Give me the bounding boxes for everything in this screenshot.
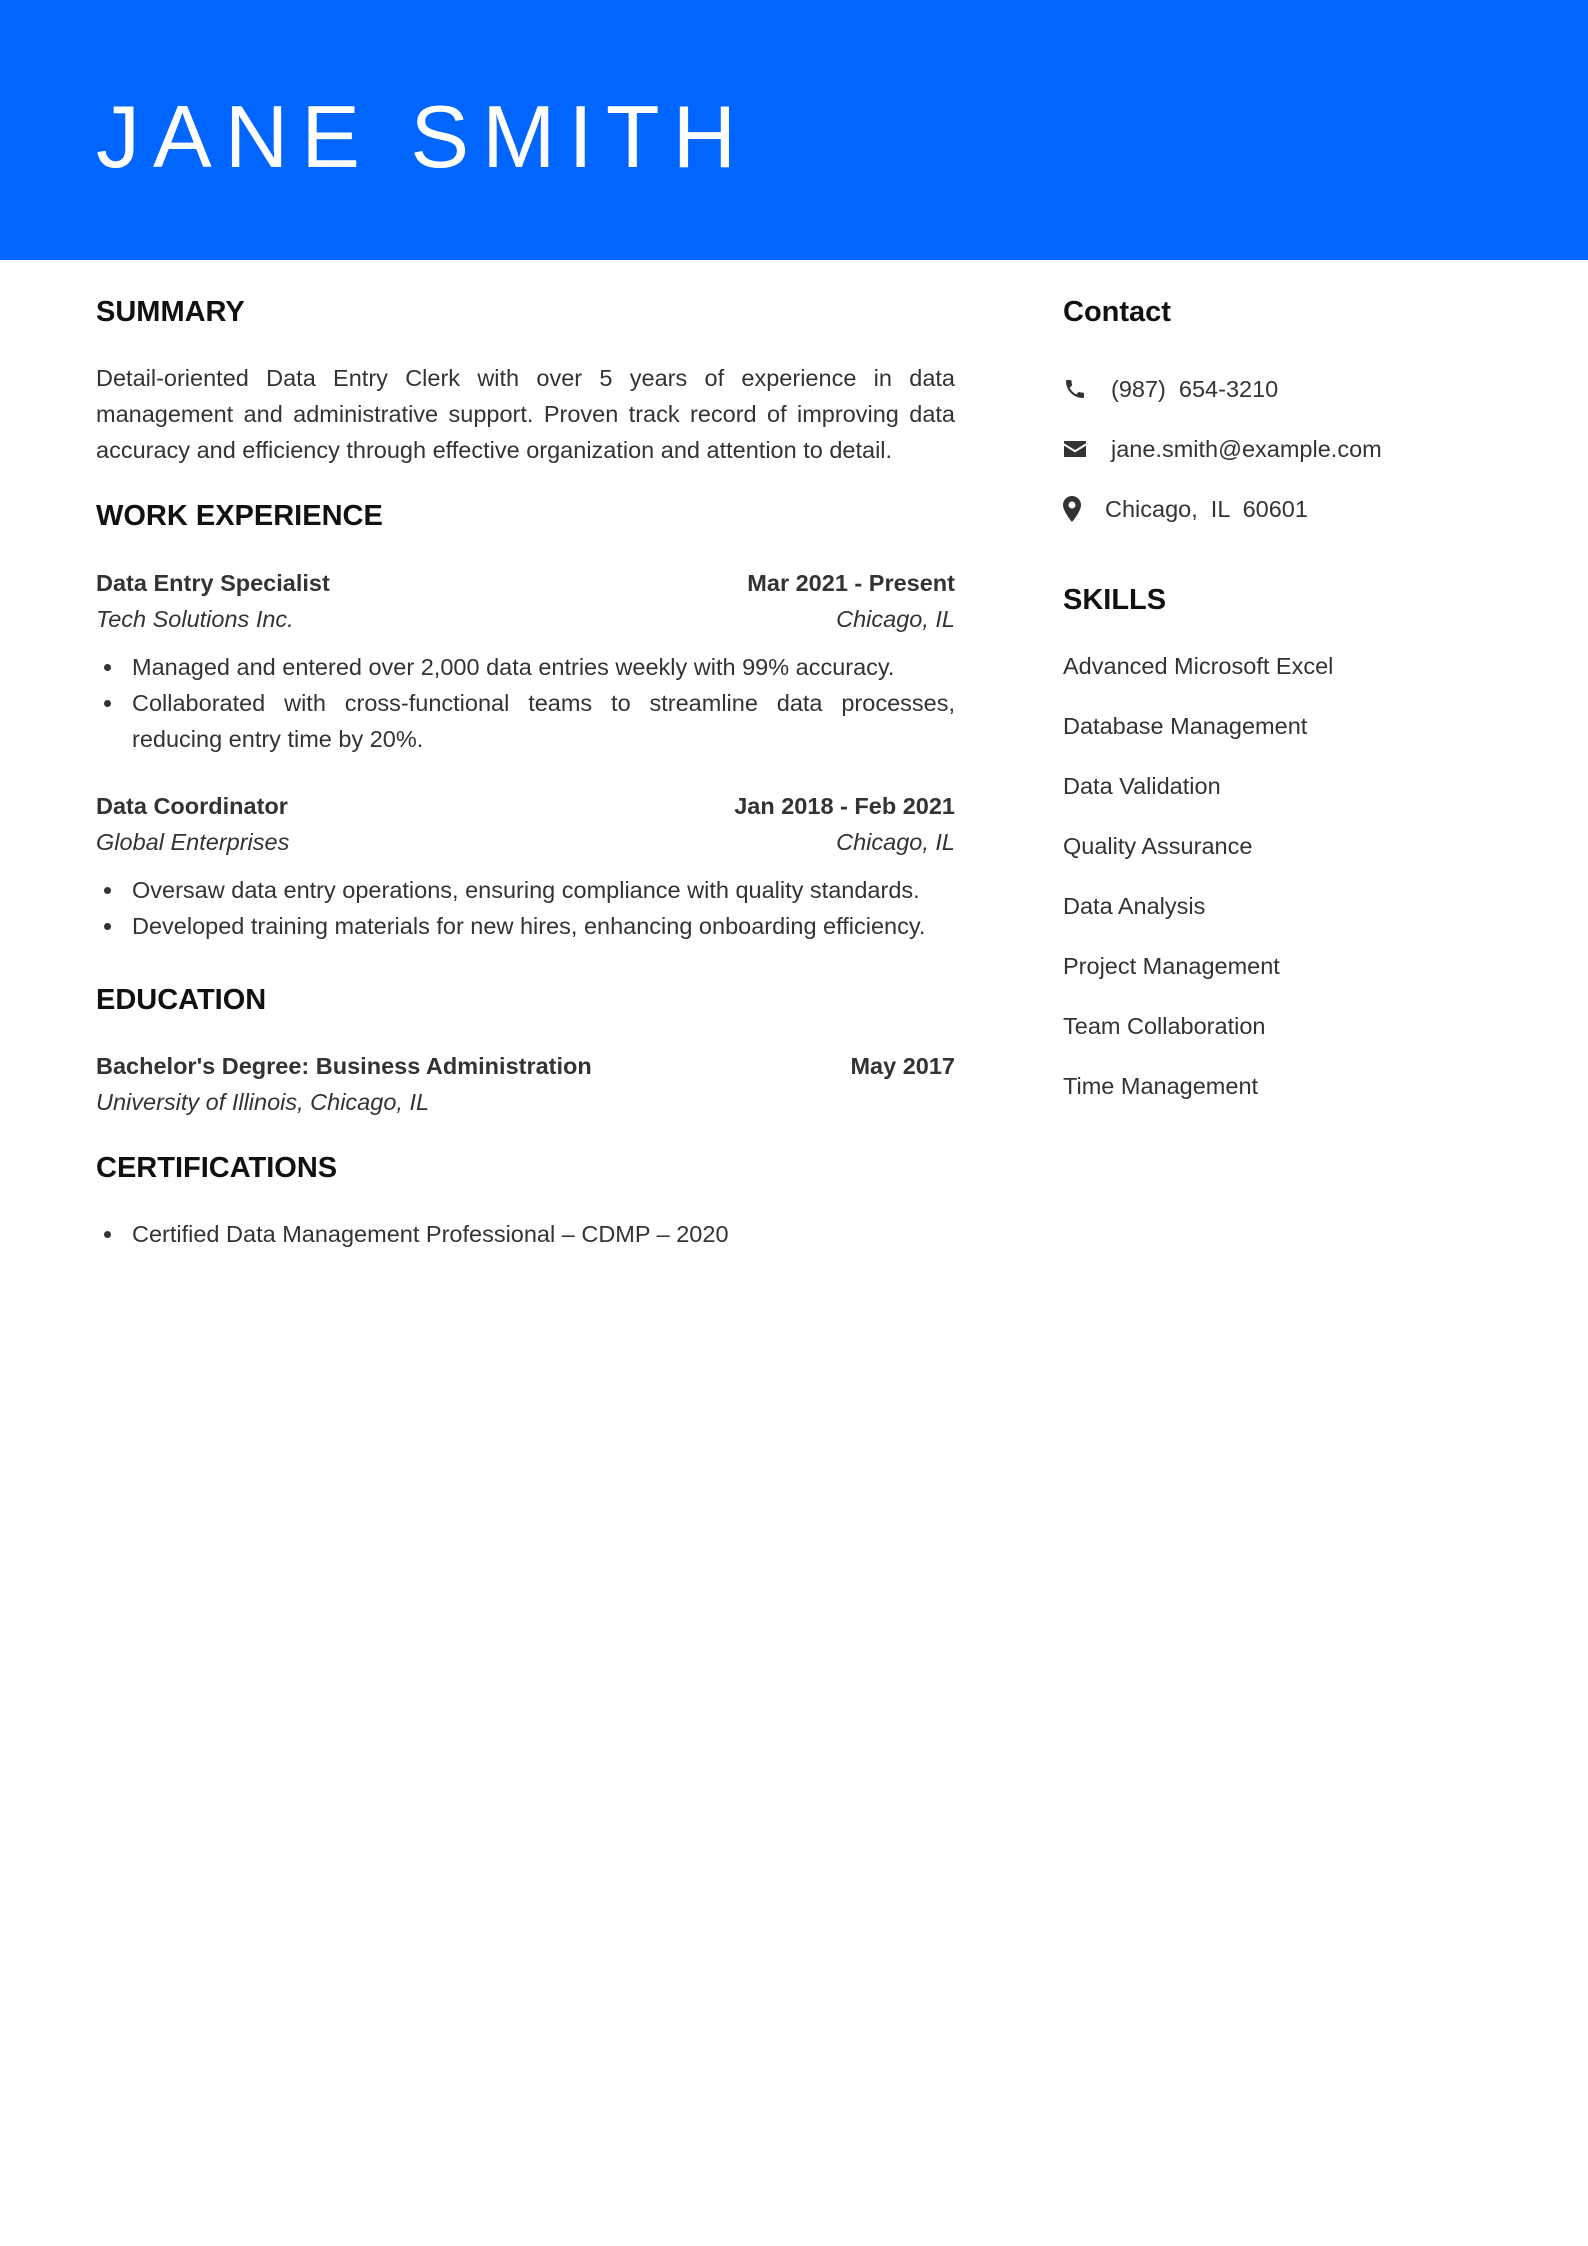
skill-item: Quality Assurance [1063,833,1253,859]
experience-section [96,498,955,944]
contact-section [1063,294,1503,527]
degree-date: May 2017 [850,1053,955,1079]
skills-list [1063,648,1503,1104]
envelope-icon [1063,436,1089,462]
skill-item: Data Validation [1063,773,1221,799]
school: University of Illinois, Chicago, IL [96,1089,430,1115]
summary-section [96,294,955,468]
skill-item: Database Management [1063,713,1308,739]
job-entry [96,565,955,757]
header-banner [0,0,1588,260]
contact-title: Contact [1063,296,1171,328]
job-bullets [96,649,955,757]
skill-item: Advanced Microsoft Excel [1063,653,1334,679]
job-company: Global Enterprises [96,829,290,855]
certification-list [96,1216,955,1252]
job-bullet: Collaborated with cross-functional teams to streamline data processes, reducing entry time by 20%. [96,685,955,757]
main-column [96,294,955,1252]
job-entry [96,788,955,944]
skills-title: SKILLS [1063,584,1167,616]
location-text: Chicago, IL 60601 [1105,495,1308,522]
certifications-title: CERTIFICATIONS [96,1152,338,1184]
job-location: Chicago, IL [836,829,955,855]
skills-section [1063,582,1503,1104]
contact-email [1063,431,1503,467]
job-bullet: Managed and entered over 2,000 data entries weekly with 99% accuracy. [96,649,955,685]
skill-item: Time Management [1063,1073,1259,1099]
certification-item: Certified Data Management Professional – CDMP – 2020 [96,1216,955,1252]
certifications-section [96,1150,955,1252]
skill-item: Team Collaboration [1063,1013,1266,1039]
degree: Bachelor's Degree: Business Administration [96,1053,592,1079]
skill-item: Project Management [1063,953,1280,979]
summary-text: Detail-oriented Data Entry Clerk with over 5 years of experience in data management and administrative support. Proven track record of improving data accuracy and efficiency through effective organization and attention to detail. [96,365,955,463]
skill-item: Data Analysis [1063,893,1206,919]
job-company: Tech Solutions Inc. [96,606,294,632]
job-bullet: Developed training materials for new hires, enhancing onboarding efficiency. [96,908,955,944]
map-pin-icon [1063,496,1083,522]
contact-phone [1063,371,1503,407]
side-column [1063,294,1503,1104]
email-text: jane.smith@example.com [1111,435,1382,462]
education-title: EDUCATION [96,984,267,1016]
phone-icon [1063,376,1089,402]
job-role: Data Entry Specialist [96,570,330,596]
education-section [96,982,955,1120]
experience-title: WORK EXPERIENCE [96,500,383,532]
job-dates: Mar 2021 - Present [747,570,955,596]
job-bullets [96,872,955,944]
candidate-name: JANE SMITH [96,87,750,186]
job-bullet: Oversaw data entry operations, ensuring compliance with quality standards. [96,872,955,908]
job-location: Chicago, IL [836,606,955,632]
job-dates: Jan 2018 - Feb 2021 [734,793,955,819]
contact-location [1063,491,1503,527]
summary-title: SUMMARY [96,296,245,328]
phone-text: (987) 654-3210 [1111,375,1279,402]
job-role: Data Coordinator [96,793,288,819]
